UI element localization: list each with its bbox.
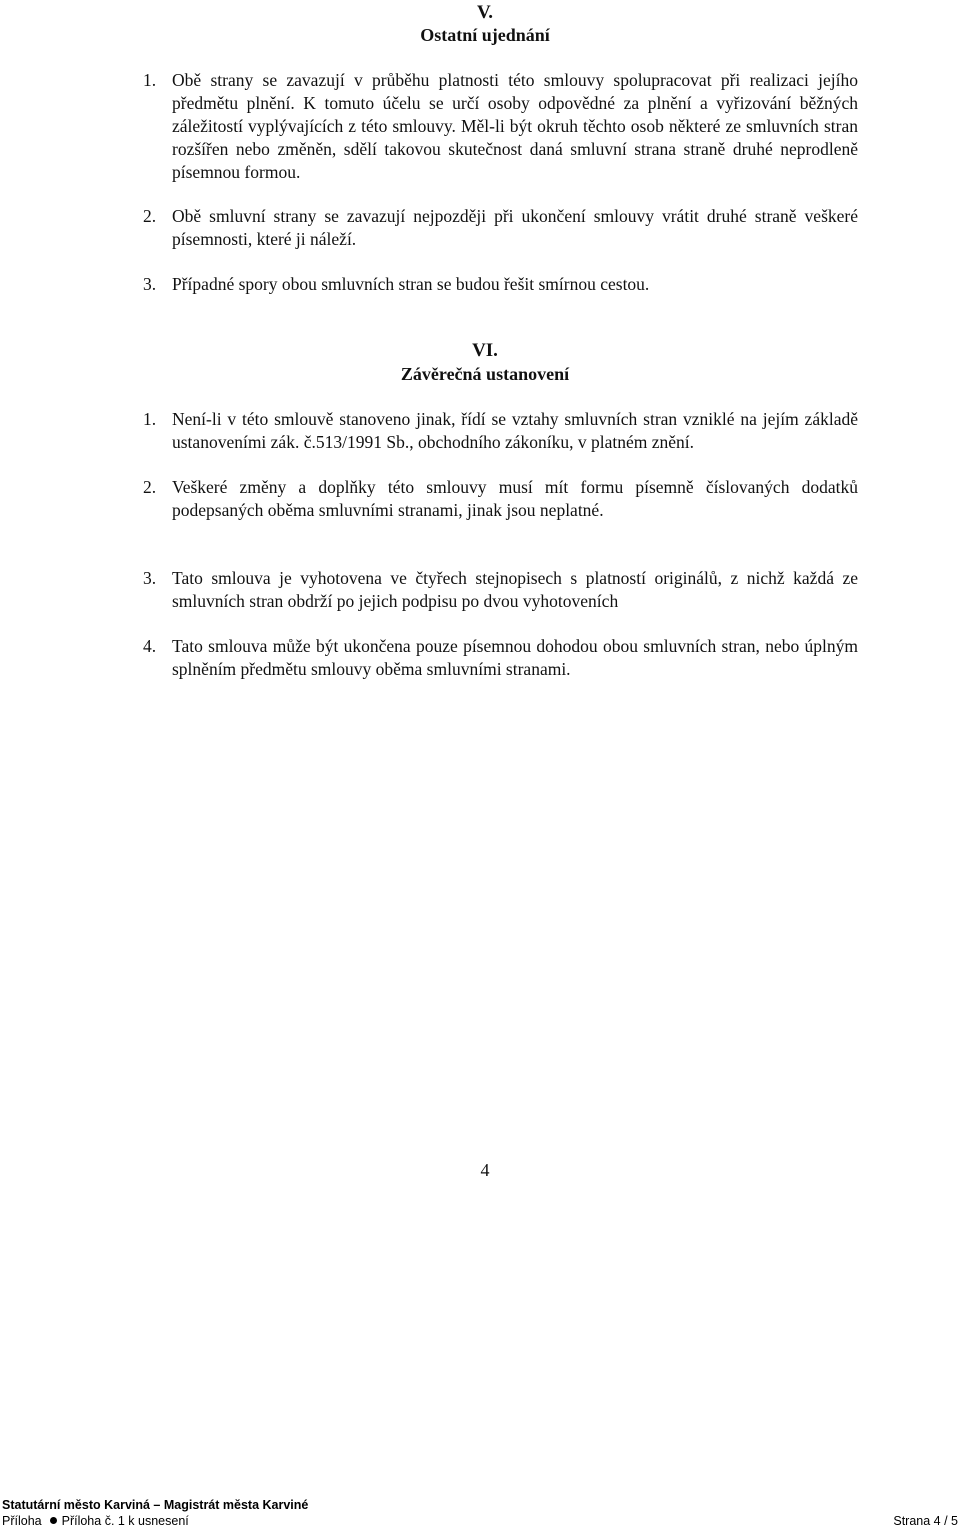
item-number: 2. — [143, 206, 157, 226]
bullet-icon — [50, 1517, 57, 1524]
item-text: Tato smlouva je vyhotovena ve čtyřech stejnopisech s platností originálů, z nichž každá ze smluvních stran obdrží po jejich podpisu po dvou vyhotoveních — [172, 568, 858, 611]
section-number: VI. — [472, 340, 498, 361]
footer-meta — [2, 1514, 189, 1529]
footer-pager: Strana 4 / 5 — [893, 1514, 958, 1528]
item-text: Není-li v této smlouvě stanoveno jinak, řídí se vztahy smluvních stran vzniklé na jejím základě ustanoveními zák. č.513/1991 Sb., obchodního zákoníku, v platném znění. — [172, 409, 858, 452]
footer-meta-left: Příloha — [2, 1514, 42, 1528]
item-text: Veškeré změny a doplňky této smlouvy musí mít formu písemně číslovaných dodatků podepsaných oběma smluvními stranami, jinak jsou neplatné. — [172, 477, 858, 520]
section-title: Závěrečná ustanovení — [400, 364, 570, 384]
item-number: 4. — [143, 636, 157, 656]
item-number: 3. — [143, 568, 157, 588]
footer-meta-right: Příloha č. 1 k usnesení — [61, 1514, 189, 1528]
footer-organization: Statutární město Karviná – Magistrát města Karviné — [2, 1498, 309, 1512]
item-number: 1. — [143, 409, 157, 429]
section-title: Ostatní ujednání — [420, 25, 550, 45]
item-number: 3. — [143, 274, 157, 294]
item-text: Obě strany se zavazují v průběhu platnosti této smlouvy spolupracovat při realizaci jejího předmětu plnění. K tomuto účelu se určí osoby odpovědné za plnění a vyřizování běžných záležitostí vyplývajících z této smlouvy. Měl-li být okruh těchto osob některé ze smluvních stran rozšířen nebo změněn, sdělí takovou skutečnost daná smluvní strana straně druhé neprodleně písemnou formou. — [172, 70, 858, 182]
page-number: 4 — [480, 1160, 490, 1180]
item-number: 1. — [143, 70, 157, 90]
item-text: Případné spory obou smluvních stran se budou řešit smírnou cestou. — [172, 274, 650, 294]
section-number: V. — [476, 2, 494, 23]
item-text: Obě smluvní strany se zavazují nejpozději při ukončení smlouvy vrátit druhé straně veškeré písemnosti, které ji náleží. — [172, 206, 858, 249]
item-number: 2. — [143, 477, 157, 497]
item-text: Tato smlouva může být ukončena pouze písemnou dohodou obou smluvních stran, nebo úplným splněním předmětu smlouvy oběma smluvními stranami. — [172, 636, 858, 679]
